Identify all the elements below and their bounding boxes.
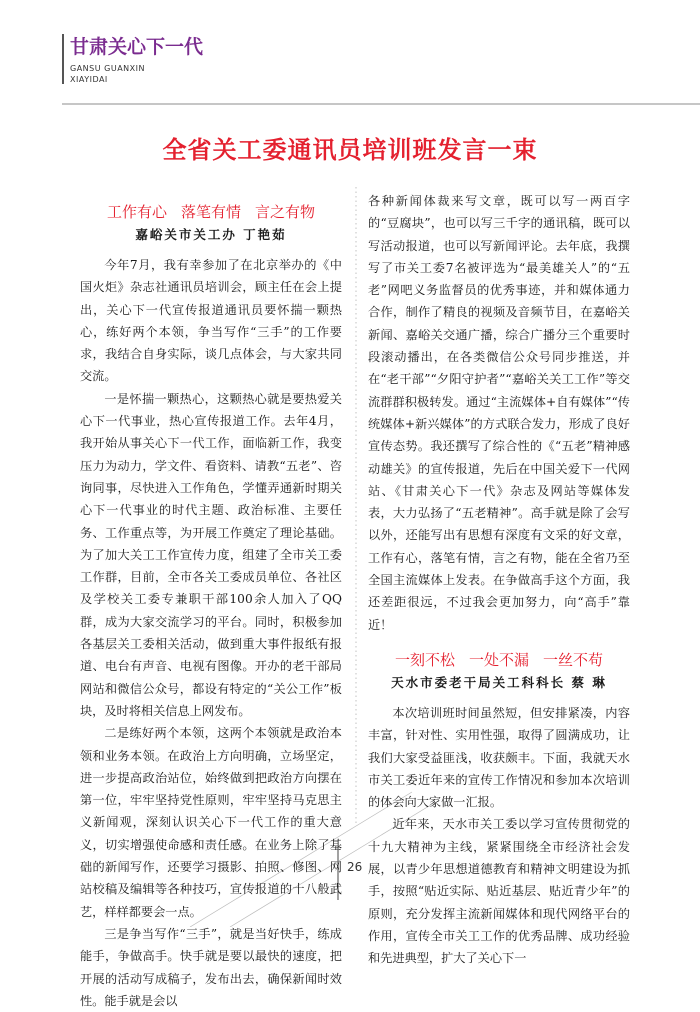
right-column xyxy=(368,190,630,970)
section2-title-part: 一丝不苟 xyxy=(543,650,604,669)
section1-byline: 嘉峪关市关工办 丁艳茹 xyxy=(135,227,287,242)
paragraph: 三是争当写作“三手”，就是当好快手，练成能手，争做高手。快手就是要以最快的速度，把开展的活动写成稿子，发布出去，确保新闻时效性。能手就是会以 xyxy=(80,926,342,1008)
section1-title-part: 落笔有情 xyxy=(180,203,241,221)
left-column xyxy=(80,196,342,1012)
paragraph: 二是练好两个本领，这两个本领就是政治本领和业务本领。在政治上方向明确，立场坚定，进一步提高政治站位，始终做到把政治方向摆在第一位，牢牢坚持党性原则，牢牢坚持马克思主义新闻观，深刻认识关心下一代工作的重大意义，切实增强使命感和责任感。在业务上除了基础的新闻写作，还要学习摄影、拍照、修图、网站校稿及编辑等各种技巧，宣传报道的十八般武艺，样样都要会一点。 xyxy=(80,726,342,919)
paragraph: 本次培训班时间虽然短，但安排紧凑，内容丰富，针对性、实用性强，取得了圆满成功，让我们大家受益匪浅，收获颇丰。下面，我就天水市关工委近年来的宣传工作情况和参加本次培训的体会向大家做一汇报。 xyxy=(368,705,630,810)
paragraph: 一是怀揣一颗热心，这颗热心就是要热爱关心下一代事业，热心宣传报道工作。去年4月，我开始从事关心下一代工作，面临新工作，我变压力为动力，学文件、看资料、请教“五老”、咨询同事，尽快进入工作角色，学懂弄通新时期关心下一代事业的时代主题、政治标准、主要任务、工作重点等，为开展工作奠定了理论基础。为了加大关工工作宣传力度，组建了全市关工委工作群，目前，全市各关工委成员单位、各社区及学校关工委专兼职干部100余人加入了QQ群，成为大家交流学习的平台。同时，积极参加各基层关工委相关活动，做到重大事件报纸有报道、电台有声音、电视有图像。开办的老干部局网站和微信公众号，都设有特定的“关公工作”板块，及时将相关信息上网发布。 xyxy=(80,391,342,718)
page-title: 全省关工委通讯员培训班发言一束 xyxy=(162,135,538,164)
masthead-logo-text: 甘肃关心下一代 xyxy=(70,36,204,58)
paragraph-continuation: 各种新闻体裁来写文章，既可以写一两百字的“豆腐块”，也可以写三千字的通讯稿，既可以写活动报道，也可以写新闻评论。去年底，我撰写了市关工委7名被评选为“最美雄关人”的“五老”网吧义务监督员的优秀事迹，并和媒体通力合作，制作了精良的视频及音频节目，在嘉峪关新闻、嘉峪关交通广播，综合广播分三个重要时段滚动播出，在各类微信公众号同步推送，并在“老干部”“夕阳守护者”“嘉峪关关工工作”等交流群群积极转发。通过“主流媒体+自有媒体”“传统媒体+新兴媒体”的方式联合发力，形成了良好宣传态势。我还撰写了综合性的《“五老”精神感动雄关》的宣传报道，先后在中国关爱下一代网站、《甘肃关心下一代》杂志及网站等媒体发表，大力弘扬了“五老精神”。高手就是除了会写以外，还能写出有思想有深度有文采的好文章，工作有心，落笔有情，言之有物，能在全省乃至全国主流媒体上发表。在争做高手这个方面，我还差距很远，不过我会更加努力，向“高手”靠近！ xyxy=(368,194,630,632)
masthead-bar xyxy=(62,34,64,84)
masthead-english-line2: XIAYIDAI xyxy=(70,75,108,84)
section2-title xyxy=(368,648,630,672)
section2-title-part: 一处不漏 xyxy=(468,650,529,669)
paragraph: 今年7月，我有幸参加了在北京举办的《中国火炬》杂志社通讯员培训会，顾主任在会上提出，关心下一代宣传报道通讯员要怀揣一颗热心，练好两个本领，争当写作“三手”的工作要求，我结合自身实际，谈几点体会，与大家共同交流。 xyxy=(80,258,342,384)
section2-title-part: 一刻不松 xyxy=(394,650,455,669)
section2-byline: 天水市委老干局关工科科长 蔡 琳 xyxy=(391,674,607,690)
magazine-masthead xyxy=(62,30,204,100)
section2 xyxy=(368,648,630,970)
paragraph: 近年来，天水市关工委以学习宣传贯彻党的十九大精神为主线，紧紧围绕全市经济社会发展，以青少年思想道德教育和精神文明建设为抓手，按照“贴近实际、贴近基层、贴近青少年”的原则，充分发挥主流新闻媒体和现代网络平台的作用，宣传全市关工工作的优秀品牌、成功经验和先进典型，扩大了关心下一 xyxy=(368,817,630,966)
masthead-english-line1: GANSU GUANXIN xyxy=(70,64,145,73)
section1-title xyxy=(80,200,342,224)
section1-title-part: 工作有心 xyxy=(106,203,167,221)
page-number: 26 xyxy=(347,860,363,874)
section1-title-part: 言之有物 xyxy=(255,203,316,221)
